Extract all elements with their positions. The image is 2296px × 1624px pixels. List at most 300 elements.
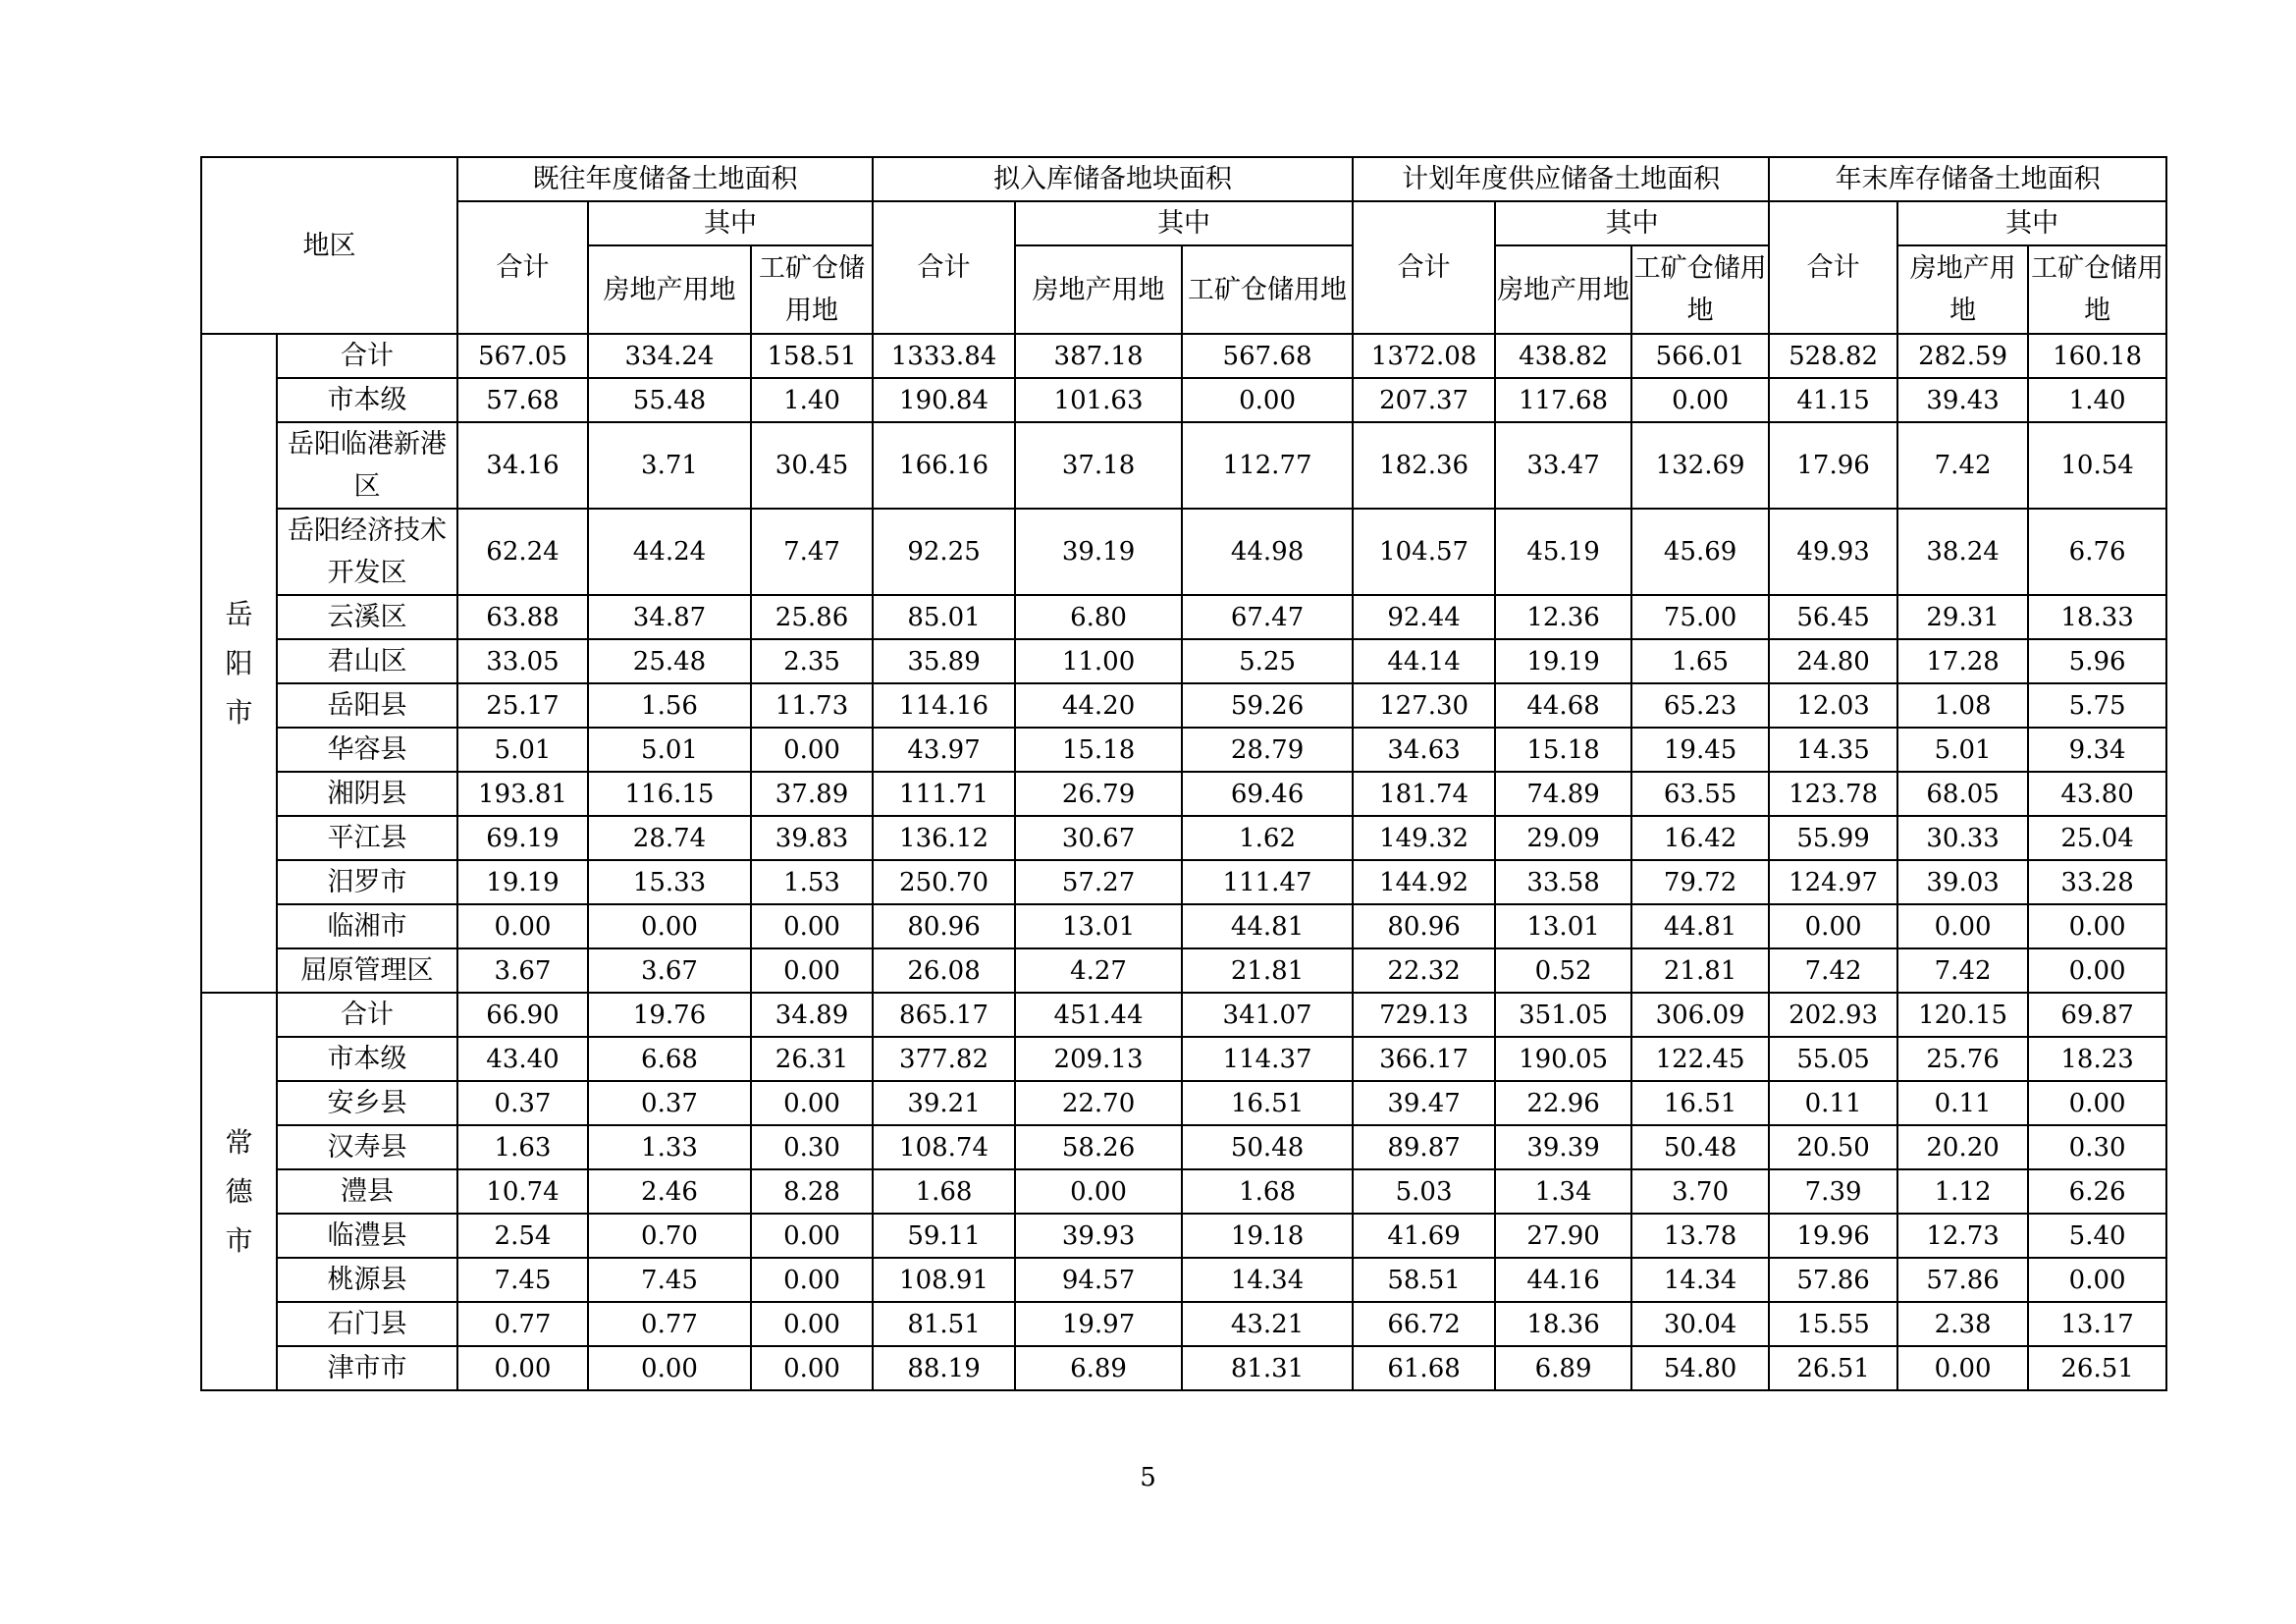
value-cell: 15.18 (1495, 728, 1631, 772)
value-cell: 13.01 (1495, 904, 1631, 948)
value-cell: 0.00 (1897, 1346, 2028, 1390)
district-name: 合计 (277, 334, 457, 378)
value-cell: 80.96 (1353, 904, 1495, 948)
district-name: 澧县 (277, 1169, 457, 1214)
value-cell: 366.17 (1353, 1037, 1495, 1081)
value-cell: 0.00 (751, 1258, 873, 1302)
value-cell: 6.89 (1015, 1346, 1182, 1390)
value-cell: 44.68 (1495, 683, 1631, 728)
value-cell: 25.48 (588, 639, 751, 683)
value-cell: 57.27 (1015, 860, 1182, 904)
value-cell: 0.00 (2028, 1081, 2166, 1125)
value-cell: 66.72 (1353, 1302, 1495, 1346)
value-cell: 202.93 (1769, 993, 1897, 1037)
value-cell: 2.38 (1897, 1302, 2028, 1346)
value-cell: 30.33 (1897, 816, 2028, 860)
table-row (201, 728, 2166, 772)
value-cell: 10.54 (2028, 422, 2166, 509)
district-name: 安乡县 (277, 1081, 457, 1125)
district-name: 屈原管理区 (277, 948, 457, 993)
district-name: 临澧县 (277, 1214, 457, 1258)
table-row (201, 422, 2166, 509)
value-cell: 25.04 (2028, 816, 2166, 860)
value-cell: 22.32 (1353, 948, 1495, 993)
value-cell: 58.26 (1015, 1125, 1182, 1169)
page-number: 5 (1140, 1463, 1156, 1492)
district-name: 市本级 (277, 1037, 457, 1081)
value-cell: 58.51 (1353, 1258, 1495, 1302)
value-cell: 27.90 (1495, 1214, 1631, 1258)
real-estate-header: 房地产用地 (1015, 245, 1182, 334)
value-cell: 144.92 (1353, 860, 1495, 904)
value-cell: 132.69 (1631, 422, 1769, 509)
value-cell: 1.34 (1495, 1169, 1631, 1214)
subtotal-header: 合计 (873, 201, 1015, 334)
value-cell: 19.18 (1182, 1214, 1353, 1258)
value-cell: 13.17 (2028, 1302, 2166, 1346)
value-cell: 33.47 (1495, 422, 1631, 509)
value-cell: 0.37 (457, 1081, 588, 1125)
value-cell: 19.45 (1631, 728, 1769, 772)
value-cell: 12.73 (1897, 1214, 2028, 1258)
value-cell: 37.89 (751, 772, 873, 816)
value-cell: 1.33 (588, 1125, 751, 1169)
value-cell: 33.05 (457, 639, 588, 683)
value-cell: 1.53 (751, 860, 873, 904)
value-cell: 44.98 (1182, 509, 1353, 595)
value-cell: 5.01 (588, 728, 751, 772)
value-cell: 0.00 (751, 728, 873, 772)
table-row (201, 993, 2166, 1037)
value-cell: 19.96 (1769, 1214, 1897, 1258)
district-name: 平江县 (277, 816, 457, 860)
group-header-supply: 计划年度供应储备土地面积 (1353, 157, 1769, 201)
table-row (201, 904, 2166, 948)
value-cell: 0.77 (588, 1302, 751, 1346)
value-cell: 112.77 (1182, 422, 1353, 509)
value-cell: 341.07 (1182, 993, 1353, 1037)
city-char: 德 (225, 1174, 253, 1208)
value-cell: 33.28 (2028, 860, 2166, 904)
value-cell: 80.96 (873, 904, 1015, 948)
value-cell: 44.16 (1495, 1258, 1631, 1302)
value-cell: 5.96 (2028, 639, 2166, 683)
value-cell: 22.70 (1015, 1081, 1182, 1125)
value-cell: 0.00 (751, 1302, 873, 1346)
value-cell: 44.24 (588, 509, 751, 595)
real-estate-header: 房地产用地 (1897, 245, 2028, 334)
value-cell: 160.18 (2028, 334, 2166, 378)
value-cell: 50.48 (1631, 1125, 1769, 1169)
value-cell: 39.43 (1897, 378, 2028, 422)
city-char: 阳 (225, 646, 253, 679)
value-cell: 334.24 (588, 334, 751, 378)
value-cell: 62.24 (457, 509, 588, 595)
table-row (201, 1081, 2166, 1125)
value-cell: 43.80 (2028, 772, 2166, 816)
value-cell: 19.97 (1015, 1302, 1182, 1346)
value-cell: 0.00 (588, 904, 751, 948)
value-cell: 3.71 (588, 422, 751, 509)
value-cell: 0.00 (751, 1346, 873, 1390)
value-cell: 158.51 (751, 334, 873, 378)
value-cell: 2.35 (751, 639, 873, 683)
industrial-header: 工矿仓储用地 (2028, 245, 2166, 334)
value-cell: 4.27 (1015, 948, 1182, 993)
value-cell: 1.40 (2028, 378, 2166, 422)
value-cell: 92.25 (873, 509, 1015, 595)
district-name: 市本级 (277, 378, 457, 422)
table-row (201, 334, 2166, 378)
value-cell: 39.21 (873, 1081, 1015, 1125)
value-cell: 16.51 (1631, 1081, 1769, 1125)
value-cell: 24.80 (1769, 639, 1897, 683)
value-cell: 1.62 (1182, 816, 1353, 860)
value-cell: 67.47 (1182, 595, 1353, 639)
value-cell: 19.19 (1495, 639, 1631, 683)
value-cell: 0.00 (1015, 1169, 1182, 1214)
table-row (201, 595, 2166, 639)
value-cell: 6.89 (1495, 1346, 1631, 1390)
value-cell: 136.12 (873, 816, 1015, 860)
table-row (201, 1169, 2166, 1214)
group-header-incoming: 拟入库储备地块面积 (873, 157, 1353, 201)
value-cell: 451.44 (1015, 993, 1182, 1037)
value-cell: 39.83 (751, 816, 873, 860)
table-row (201, 1258, 2166, 1302)
value-cell: 209.13 (1015, 1037, 1182, 1081)
value-cell: 45.69 (1631, 509, 1769, 595)
value-cell: 0.00 (2028, 1258, 2166, 1302)
value-cell: 111.71 (873, 772, 1015, 816)
value-cell: 0.00 (751, 1214, 873, 1258)
value-cell: 120.15 (1897, 993, 2028, 1037)
value-cell: 41.69 (1353, 1214, 1495, 1258)
value-cell: 37.18 (1015, 422, 1182, 509)
value-cell: 1.56 (588, 683, 751, 728)
value-cell: 1.40 (751, 378, 873, 422)
value-cell: 0.00 (1769, 904, 1897, 948)
value-cell: 1372.08 (1353, 334, 1495, 378)
value-cell: 387.18 (1015, 334, 1182, 378)
value-cell: 41.15 (1769, 378, 1897, 422)
subtotal-header: 合计 (1769, 201, 1897, 334)
value-cell: 181.74 (1353, 772, 1495, 816)
value-cell: 6.26 (2028, 1169, 2166, 1214)
value-cell: 0.00 (457, 904, 588, 948)
value-cell: 5.25 (1182, 639, 1353, 683)
table-row (201, 639, 2166, 683)
value-cell: 0.30 (751, 1125, 873, 1169)
value-cell: 50.48 (1182, 1125, 1353, 1169)
value-cell: 28.79 (1182, 728, 1353, 772)
value-cell: 11.73 (751, 683, 873, 728)
value-cell: 18.23 (2028, 1037, 2166, 1081)
district-name: 汉寿县 (277, 1125, 457, 1169)
value-cell: 43.21 (1182, 1302, 1353, 1346)
value-cell: 26.79 (1015, 772, 1182, 816)
value-cell: 7.47 (751, 509, 873, 595)
region-header: 地区 (201, 157, 457, 334)
value-cell: 89.87 (1353, 1125, 1495, 1169)
value-cell: 63.55 (1631, 772, 1769, 816)
value-cell: 117.68 (1495, 378, 1631, 422)
value-cell: 25.76 (1897, 1037, 2028, 1081)
city-name (201, 993, 277, 1390)
value-cell: 18.33 (2028, 595, 2166, 639)
value-cell: 0.30 (2028, 1125, 2166, 1169)
value-cell: 7.42 (1897, 422, 2028, 509)
value-cell: 207.37 (1353, 378, 1495, 422)
value-cell: 16.51 (1182, 1081, 1353, 1125)
value-cell: 729.13 (1353, 993, 1495, 1037)
value-cell: 7.39 (1769, 1169, 1897, 1214)
value-cell: 59.11 (873, 1214, 1015, 1258)
value-cell: 7.45 (588, 1258, 751, 1302)
table-row (201, 948, 2166, 993)
table-row (201, 1037, 2166, 1081)
value-cell: 11.00 (1015, 639, 1182, 683)
district-name: 合计 (277, 993, 457, 1037)
district-name: 临湘市 (277, 904, 457, 948)
value-cell: 6.68 (588, 1037, 751, 1081)
value-cell: 12.03 (1769, 683, 1897, 728)
value-cell: 3.67 (457, 948, 588, 993)
value-cell: 6.76 (2028, 509, 2166, 595)
table-row (201, 816, 2166, 860)
value-cell: 122.45 (1631, 1037, 1769, 1081)
value-cell: 34.16 (457, 422, 588, 509)
value-cell: 30.04 (1631, 1302, 1769, 1346)
district-name: 湘阴县 (277, 772, 457, 816)
value-cell: 26.31 (751, 1037, 873, 1081)
value-cell: 29.31 (1897, 595, 2028, 639)
industrial-header: 工矿仓储用地 (1631, 245, 1769, 334)
value-cell: 57.86 (1769, 1258, 1897, 1302)
value-cell: 69.46 (1182, 772, 1353, 816)
industrial-header: 工矿仓储用地 (751, 245, 873, 334)
value-cell: 0.00 (751, 1081, 873, 1125)
value-cell: 1.12 (1897, 1169, 2028, 1214)
value-cell: 30.45 (751, 422, 873, 509)
value-cell: 5.01 (1897, 728, 2028, 772)
value-cell: 0.00 (1897, 904, 2028, 948)
value-cell: 81.51 (873, 1302, 1015, 1346)
value-cell: 0.00 (751, 904, 873, 948)
group-header-past: 既往年度储备土地面积 (457, 157, 873, 201)
district-name: 桃源县 (277, 1258, 457, 1302)
city-char: 岳 (225, 597, 253, 630)
industrial-header: 工矿仓储用地 (1182, 245, 1353, 334)
among-header: 其中 (588, 201, 873, 245)
value-cell: 59.26 (1182, 683, 1353, 728)
value-cell: 44.14 (1353, 639, 1495, 683)
value-cell: 0.00 (457, 1346, 588, 1390)
value-cell: 1.68 (1182, 1169, 1353, 1214)
value-cell: 44.81 (1182, 904, 1353, 948)
value-cell: 190.84 (873, 378, 1015, 422)
value-cell: 10.74 (457, 1169, 588, 1214)
value-cell: 15.33 (588, 860, 751, 904)
value-cell: 21.81 (1631, 948, 1769, 993)
value-cell: 17.96 (1769, 422, 1897, 509)
value-cell: 34.89 (751, 993, 873, 1037)
value-cell: 528.82 (1769, 334, 1897, 378)
city-char: 常 (225, 1125, 253, 1159)
value-cell: 567.05 (457, 334, 588, 378)
value-cell: 55.48 (588, 378, 751, 422)
value-cell: 351.05 (1495, 993, 1631, 1037)
value-cell: 19.76 (588, 993, 751, 1037)
value-cell: 69.19 (457, 816, 588, 860)
value-cell: 101.63 (1015, 378, 1182, 422)
value-cell: 104.57 (1353, 509, 1495, 595)
value-cell: 127.30 (1353, 683, 1495, 728)
among-header: 其中 (1897, 201, 2166, 245)
value-cell: 377.82 (873, 1037, 1015, 1081)
value-cell: 57.68 (457, 378, 588, 422)
value-cell: 18.36 (1495, 1302, 1631, 1346)
value-cell: 49.93 (1769, 509, 1897, 595)
value-cell: 0.00 (2028, 948, 2166, 993)
value-cell: 43.40 (457, 1037, 588, 1081)
value-cell: 44.20 (1015, 683, 1182, 728)
value-cell: 39.93 (1015, 1214, 1182, 1258)
subtotal-header: 合计 (457, 201, 588, 334)
value-cell: 55.05 (1769, 1037, 1897, 1081)
value-cell: 282.59 (1897, 334, 2028, 378)
value-cell: 26.08 (873, 948, 1015, 993)
real-estate-header: 房地产用地 (588, 245, 751, 334)
table-row (201, 1125, 2166, 1169)
value-cell: 39.03 (1897, 860, 2028, 904)
value-cell: 166.16 (873, 422, 1015, 509)
value-cell: 2.54 (457, 1214, 588, 1258)
value-cell: 33.58 (1495, 860, 1631, 904)
value-cell: 34.87 (588, 595, 751, 639)
value-cell: 43.97 (873, 728, 1015, 772)
value-cell: 26.51 (1769, 1346, 1897, 1390)
district-name: 岳阳县 (277, 683, 457, 728)
value-cell: 0.00 (588, 1346, 751, 1390)
value-cell: 12.36 (1495, 595, 1631, 639)
among-header: 其中 (1495, 201, 1769, 245)
value-cell: 1.08 (1897, 683, 2028, 728)
value-cell: 88.19 (873, 1346, 1015, 1390)
city-char: 市 (225, 695, 253, 729)
value-cell: 44.81 (1631, 904, 1769, 948)
value-cell: 39.39 (1495, 1125, 1631, 1169)
district-name: 岳阳临港新港区 (277, 422, 457, 509)
value-cell: 123.78 (1769, 772, 1897, 816)
value-cell: 6.80 (1015, 595, 1182, 639)
value-cell: 566.01 (1631, 334, 1769, 378)
value-cell: 5.75 (2028, 683, 2166, 728)
value-cell: 1.65 (1631, 639, 1769, 683)
value-cell: 29.09 (1495, 816, 1631, 860)
value-cell: 108.91 (873, 1258, 1015, 1302)
value-cell: 1.63 (457, 1125, 588, 1169)
value-cell: 34.63 (1353, 728, 1495, 772)
value-cell: 65.23 (1631, 683, 1769, 728)
value-cell: 45.19 (1495, 509, 1631, 595)
value-cell: 21.81 (1182, 948, 1353, 993)
value-cell: 22.96 (1495, 1081, 1631, 1125)
value-cell: 14.34 (1631, 1258, 1769, 1302)
value-cell: 5.03 (1353, 1169, 1495, 1214)
value-cell: 20.20 (1897, 1125, 2028, 1169)
value-cell: 74.89 (1495, 772, 1631, 816)
table-row (201, 683, 2166, 728)
value-cell: 39.47 (1353, 1081, 1495, 1125)
value-cell: 0.52 (1495, 948, 1631, 993)
value-cell: 3.70 (1631, 1169, 1769, 1214)
table-row (201, 378, 2166, 422)
value-cell: 15.18 (1015, 728, 1182, 772)
value-cell: 306.09 (1631, 993, 1769, 1037)
table-row (201, 860, 2166, 904)
value-cell: 124.97 (1769, 860, 1897, 904)
value-cell: 0.00 (1631, 378, 1769, 422)
value-cell: 111.47 (1182, 860, 1353, 904)
table-row (201, 1214, 2166, 1258)
value-cell: 38.24 (1897, 509, 2028, 595)
district-name: 君山区 (277, 639, 457, 683)
value-cell: 56.45 (1769, 595, 1897, 639)
value-cell: 114.37 (1182, 1037, 1353, 1081)
value-cell: 94.57 (1015, 1258, 1182, 1302)
value-cell: 149.32 (1353, 816, 1495, 860)
subtotal-header: 合计 (1353, 201, 1495, 334)
value-cell: 25.86 (751, 595, 873, 639)
city-char: 市 (225, 1223, 253, 1257)
value-cell: 16.42 (1631, 816, 1769, 860)
table-row (201, 509, 2166, 595)
value-cell: 28.74 (588, 816, 751, 860)
value-cell: 114.16 (873, 683, 1015, 728)
value-cell: 865.17 (873, 993, 1015, 1037)
value-cell: 0.11 (1769, 1081, 1897, 1125)
value-cell: 108.74 (873, 1125, 1015, 1169)
group-header-yearend: 年末库存储备土地面积 (1769, 157, 2166, 201)
city-name (201, 334, 277, 993)
value-cell: 13.01 (1015, 904, 1182, 948)
value-cell: 54.80 (1631, 1346, 1769, 1390)
value-cell: 15.55 (1769, 1302, 1897, 1346)
value-cell: 92.44 (1353, 595, 1495, 639)
value-cell: 19.19 (457, 860, 588, 904)
value-cell: 79.72 (1631, 860, 1769, 904)
value-cell: 7.42 (1897, 948, 2028, 993)
value-cell: 0.00 (2028, 904, 2166, 948)
value-cell: 26.51 (2028, 1346, 2166, 1390)
value-cell: 57.86 (1897, 1258, 2028, 1302)
value-cell: 193.81 (457, 772, 588, 816)
value-cell: 438.82 (1495, 334, 1631, 378)
table-row (201, 1302, 2166, 1346)
value-cell: 0.00 (1182, 378, 1353, 422)
table-row (201, 772, 2166, 816)
value-cell: 7.42 (1769, 948, 1897, 993)
value-cell: 5.40 (2028, 1214, 2166, 1258)
value-cell: 68.05 (1897, 772, 2028, 816)
value-cell: 61.68 (1353, 1346, 1495, 1390)
value-cell: 66.90 (457, 993, 588, 1037)
value-cell: 20.50 (1769, 1125, 1897, 1169)
value-cell: 35.89 (873, 639, 1015, 683)
value-cell: 116.15 (588, 772, 751, 816)
value-cell: 69.87 (2028, 993, 2166, 1037)
